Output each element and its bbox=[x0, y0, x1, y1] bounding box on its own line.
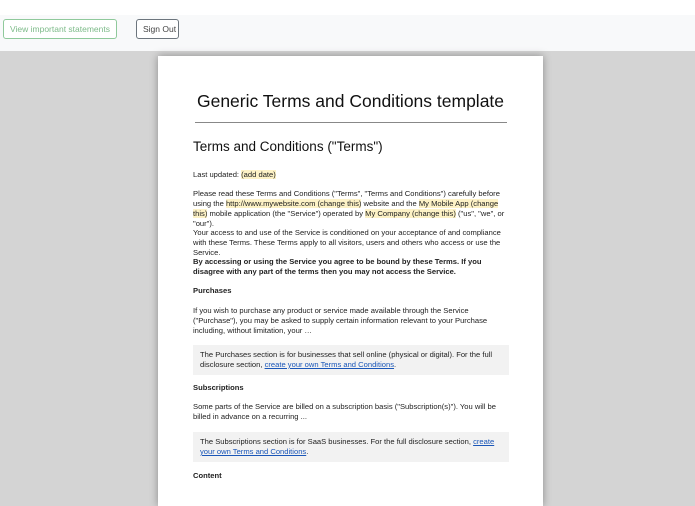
last-updated-label: Last updated: bbox=[193, 170, 240, 179]
note-text: The Subscriptions section is for SaaS businesses. For the full disclosure section, bbox=[200, 437, 474, 446]
divider bbox=[195, 122, 507, 123]
subscriptions-note bbox=[193, 432, 509, 462]
text: . bbox=[306, 447, 309, 456]
access-paragraph: Your access to and use of the Service is conditioned on your acceptance of and compliance with these Terms. These Terms apply to all visitors, users and others who access or use the Service. bbox=[193, 228, 501, 257]
app-placeholder: My Mobile App (change this) bbox=[193, 199, 499, 218]
text: ("us", "we", or "our"). bbox=[193, 209, 505, 228]
subscriptions-paragraph: Some parts of the Service are billed on a subscription basis ("Subscription(s)"). You will be billed in advance on a recurring ... bbox=[193, 402, 496, 421]
document-title: Generic Terms and Conditions template bbox=[196, 91, 505, 111]
view-important-statements-button[interactable]: View important statements bbox=[3, 19, 117, 39]
company-placeholder: My Company (change this) bbox=[365, 209, 456, 218]
sign-out-button[interactable]: Sign Out bbox=[136, 19, 179, 39]
toolbar bbox=[0, 15, 695, 51]
purchases-note bbox=[193, 345, 509, 375]
top-strip bbox=[0, 0, 695, 15]
subscriptions-heading: Subscriptions bbox=[193, 383, 244, 392]
content-heading: Content bbox=[193, 471, 222, 480]
website-placeholder: http://www.mywebsite.com (change this) bbox=[225, 199, 362, 208]
create-terms-link[interactable]: create your own Terms and Conditions bbox=[200, 437, 495, 456]
purchases-heading: Purchases bbox=[193, 286, 232, 295]
intro-paragraph bbox=[193, 189, 511, 229]
last-updated-value: (add date) bbox=[241, 170, 276, 179]
text: Please read these Terms and Conditions ("Terms", "Terms and Conditions") carefully before using the bbox=[193, 189, 500, 208]
last-updated bbox=[193, 170, 511, 180]
document-page bbox=[158, 56, 543, 506]
create-terms-link[interactable]: create your own Terms and Conditions bbox=[264, 360, 395, 369]
agreement-paragraph: By accessing or using the Service you agree to be bound by these Terms. If you disagree with any part of the terms then you may not access the Service. bbox=[193, 257, 482, 276]
text: mobile application (the "Service") operated by bbox=[207, 209, 366, 218]
text: website and the bbox=[361, 199, 419, 208]
terms-heading: Terms and Conditions ("Terms") bbox=[193, 139, 383, 154]
purchases-paragraph: If you wish to purchase any product or service made available through the Service ("Purchase"), you may be asked to supply certain information relevant to your Purchase including, without limitation, your … bbox=[193, 306, 488, 335]
text: . bbox=[394, 360, 397, 369]
note-text: The Purchases section is for businesses that sell online (physical or digital). For the full disclosure section, bbox=[200, 350, 493, 369]
